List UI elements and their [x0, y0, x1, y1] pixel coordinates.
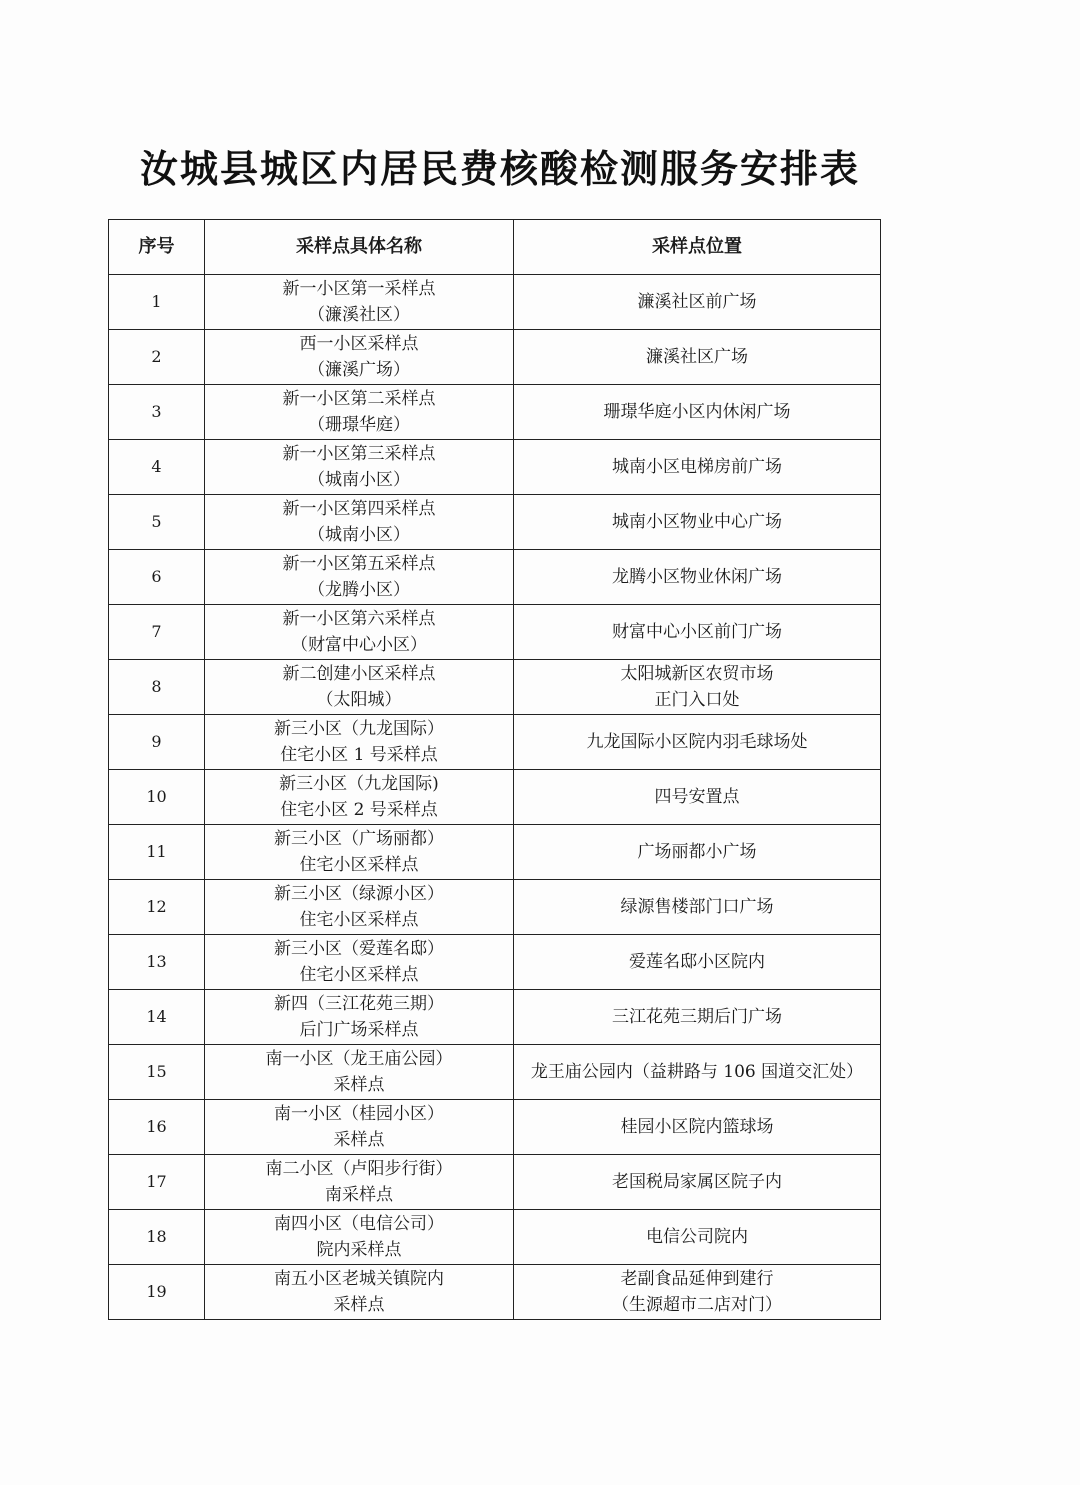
site-location-line: 绿源售楼部门口广场: [620, 897, 774, 917]
site-name-cell: [205, 495, 514, 550]
site-location-line: 电信公司院内: [646, 1227, 748, 1247]
site-name-cell: [205, 605, 514, 660]
serial-number-cell: 10: [109, 770, 205, 825]
site-name-cell: [205, 990, 514, 1045]
site-name-line: 南五小区老城关镇院内: [274, 1269, 444, 1289]
site-location-cell: [514, 495, 881, 550]
site-location-line: 老副食品延伸到建行: [620, 1269, 774, 1289]
serial-number-cell: 2: [109, 330, 205, 385]
site-location-cell: [514, 825, 881, 880]
serial-number-cell: 3: [109, 385, 205, 440]
site-name-line: （城南小区）: [308, 525, 410, 545]
site-name-line: 新三小区（九龙国际): [279, 774, 439, 794]
site-name-line: 新一小区第三采样点: [282, 444, 436, 464]
site-name-cell: [205, 330, 514, 385]
site-location-line: 正门入口处: [654, 690, 740, 710]
site-name-cell: [205, 440, 514, 495]
header-site-name: 采样点具体名称: [205, 220, 514, 275]
site-name-line: （财富中心小区）: [291, 635, 427, 655]
site-name-cell: [205, 1100, 514, 1155]
site-name-line: 住宅小区采样点: [299, 910, 419, 930]
serial-number-cell: 4: [109, 440, 205, 495]
site-location-line: 濂溪社区前广场: [637, 292, 757, 312]
site-name-line: （龙腾小区）: [308, 580, 410, 600]
site-name-cell: [205, 1265, 514, 1320]
site-location-cell: [514, 1210, 881, 1265]
serial-number-cell: 7: [109, 605, 205, 660]
site-name-cell: [205, 385, 514, 440]
site-name-line: （城南小区）: [308, 470, 410, 490]
site-location-line: 濂溪社区广场: [646, 347, 748, 367]
site-name-line: 新三小区（九龙国际）: [274, 719, 444, 739]
site-location-line: （生源超市二店对门）: [612, 1295, 782, 1315]
table-row: [109, 330, 881, 385]
site-location-line: 四号安置点: [654, 787, 740, 807]
serial-number-cell: 8: [109, 660, 205, 715]
table-row: [109, 495, 881, 550]
site-name-line: 住宅小区采样点: [299, 965, 419, 985]
site-location-line: 爱莲名邸小区院内: [629, 952, 765, 972]
site-location-cell: [514, 715, 881, 770]
table-row: [109, 770, 881, 825]
site-name-line: （太阳城）: [316, 690, 402, 710]
site-name-line: 新一小区第六采样点: [282, 609, 436, 629]
table-row: [109, 880, 881, 935]
site-location-cell: [514, 990, 881, 1045]
site-name-line: （濂溪社区）: [308, 305, 410, 325]
table-row: [109, 825, 881, 880]
site-location-cell: [514, 1265, 881, 1320]
site-name-line: 住宅小区采样点: [299, 855, 419, 875]
site-location-cell: [514, 935, 881, 990]
table-row: [109, 1210, 881, 1265]
site-name-cell: [205, 770, 514, 825]
table-row: [109, 715, 881, 770]
serial-number-cell: 18: [109, 1210, 205, 1265]
site-name-line: 南二小区（卢阳步行街）: [265, 1159, 453, 1179]
site-name-line: （濂溪广场）: [308, 360, 410, 380]
site-name-line: 新三小区（爱莲名邸）: [274, 939, 444, 959]
site-location-line: 城南小区物业中心广场: [612, 512, 782, 532]
table-body: [109, 275, 881, 1320]
site-location-line: 城南小区电梯房前广场: [612, 457, 782, 477]
site-name-cell: [205, 1155, 514, 1210]
table-row: [109, 1045, 881, 1100]
site-name-cell: [205, 825, 514, 880]
table-row: [109, 1265, 881, 1320]
site-name-line: 住宅小区 1 号采样点: [280, 745, 438, 765]
site-name-cell: [205, 880, 514, 935]
site-name-line: 新一小区第一采样点: [282, 279, 436, 299]
site-name-line: 新四（三江花苑三期）: [274, 994, 444, 1014]
page-title: 汝城县城区内居民费核酸检测服务安排表: [139, 147, 860, 191]
site-name-line: 新一小区第二采样点: [282, 389, 436, 409]
site-location-cell: [514, 770, 881, 825]
site-name-cell: [205, 935, 514, 990]
site-name-line: 采样点: [333, 1130, 385, 1150]
site-location-cell: [514, 1045, 881, 1100]
site-location-cell: [514, 550, 881, 605]
site-location-cell: [514, 330, 881, 385]
serial-number-cell: 11: [109, 825, 205, 880]
table-header: [109, 220, 881, 275]
serial-number-cell: 13: [109, 935, 205, 990]
site-location-line: 珊璟华庭小区内休闲广场: [603, 402, 791, 422]
serial-number-cell: 9: [109, 715, 205, 770]
site-location-cell: [514, 1100, 881, 1155]
site-location-line: 龙王庙公园内（益耕路与 106 国道交汇处）: [530, 1062, 864, 1082]
site-name-cell: [205, 715, 514, 770]
table-row: [109, 605, 881, 660]
site-location-cell: [514, 660, 881, 715]
table-row: [109, 385, 881, 440]
site-location-line: 太阳城新区农贸市场: [620, 664, 774, 684]
site-name-line: 住宅小区 2 号采样点: [280, 800, 438, 820]
site-location-cell: [514, 880, 881, 935]
table-row: [109, 275, 881, 330]
site-name-line: 新三小区（绿源小区）: [274, 884, 444, 904]
header-row: [109, 220, 881, 275]
serial-number-cell: 6: [109, 550, 205, 605]
site-name-line: 西一小区采样点: [299, 334, 419, 354]
site-name-line: （珊璟华庭）: [308, 415, 410, 435]
serial-number-cell: 19: [109, 1265, 205, 1320]
table-row: [109, 990, 881, 1045]
header-site-location: 采样点位置: [514, 220, 881, 275]
serial-number-cell: 5: [109, 495, 205, 550]
serial-number-cell: 14: [109, 990, 205, 1045]
site-name-cell: [205, 275, 514, 330]
site-name-cell: [205, 550, 514, 605]
serial-number-cell: 15: [109, 1045, 205, 1100]
site-name-line: 后门广场采样点: [299, 1020, 419, 1040]
site-location-line: 九龙国际小区院内羽毛球场处: [586, 732, 808, 752]
site-name-line: 新一小区第五采样点: [282, 554, 436, 574]
site-name-line: 院内采样点: [316, 1240, 402, 1260]
table-row: [109, 1155, 881, 1210]
sampling-schedule-table: [108, 219, 881, 1320]
site-location-line: 桂园小区院内篮球场: [620, 1117, 774, 1137]
serial-number-cell: 12: [109, 880, 205, 935]
site-name-line: 新三小区（广场丽都）: [274, 829, 444, 849]
site-location-line: 龙腾小区物业休闲广场: [612, 567, 782, 587]
serial-number-cell: 16: [109, 1100, 205, 1155]
table-row: [109, 1100, 881, 1155]
site-location-line: 财富中心小区前门广场: [612, 622, 782, 642]
site-name-cell: [205, 1210, 514, 1265]
site-location-cell: [514, 605, 881, 660]
site-name-line: 采样点: [333, 1295, 385, 1315]
table-row: [109, 660, 881, 715]
site-location-cell: [514, 385, 881, 440]
site-location-cell: [514, 1155, 881, 1210]
serial-number-cell: 1: [109, 275, 205, 330]
site-location-cell: [514, 275, 881, 330]
site-name-line: 采样点: [333, 1075, 385, 1095]
header-serial-number: 序号: [109, 220, 205, 275]
site-name-line: 南一小区（桂园小区）: [274, 1104, 444, 1124]
site-name-cell: [205, 1045, 514, 1100]
site-name-line: 南一小区（龙王庙公园）: [265, 1049, 453, 1069]
site-name-line: 新二创建小区采样点: [282, 664, 436, 684]
site-location-line: 广场丽都小广场: [637, 842, 757, 862]
table-row: [109, 440, 881, 495]
serial-number-cell: 17: [109, 1155, 205, 1210]
site-name-cell: [205, 660, 514, 715]
table-row: [109, 550, 881, 605]
site-name-line: 南四小区（电信公司）: [274, 1214, 444, 1234]
site-location-cell: [514, 440, 881, 495]
site-location-line: 三江花苑三期后门广场: [612, 1007, 782, 1027]
site-name-line: 新一小区第四采样点: [282, 499, 436, 519]
site-location-line: 老国税局家属区院子内: [612, 1172, 782, 1192]
site-name-line: 南采样点: [325, 1185, 393, 1205]
table-row: [109, 935, 881, 990]
